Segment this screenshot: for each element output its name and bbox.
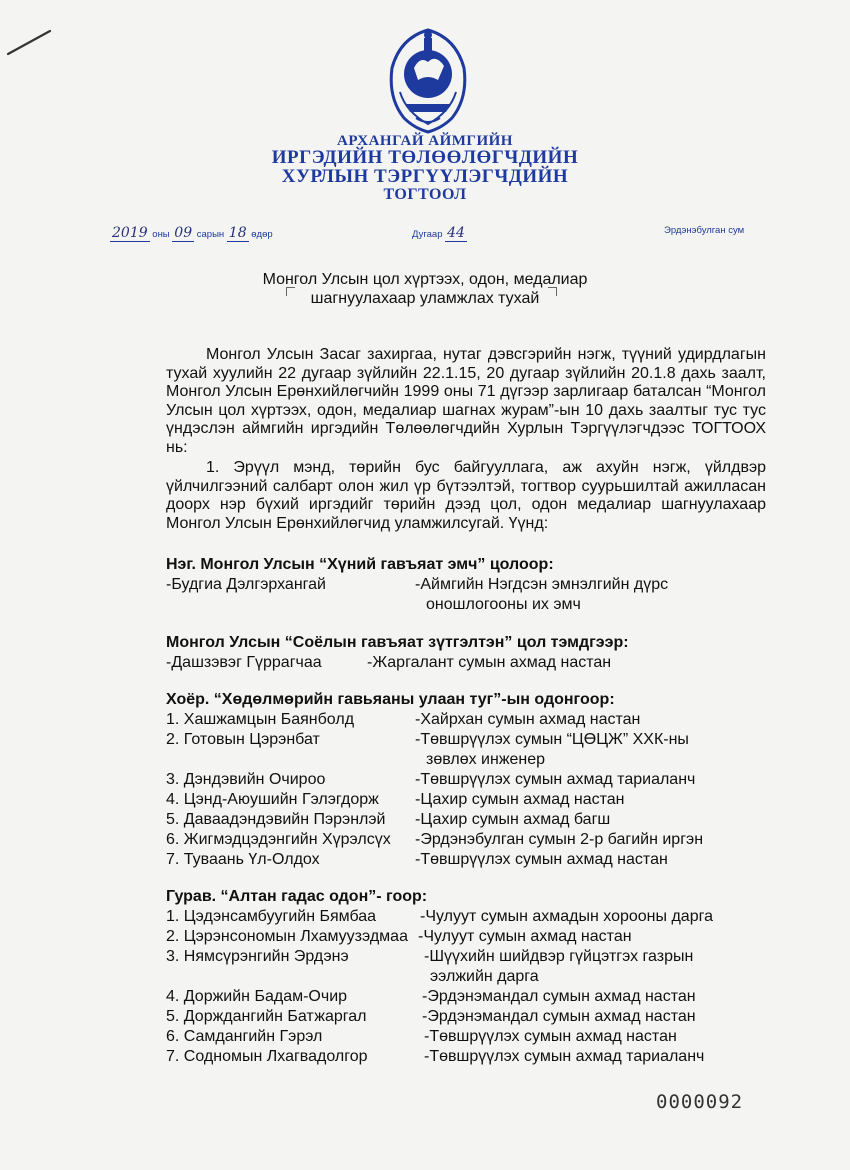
place-field: Эрдэнэбулган сум [664,225,745,236]
title-bracket-right [548,287,557,296]
number-field: Дугаар 44 [412,225,465,241]
list-item-desc: -Аймгийн Нэгдсэн эмнэлгийн дүрс [415,576,669,593]
list-item-desc: -Цахир сумын ахмад багш [415,811,611,828]
list-item-name: 3. Дэндэвийн Очироо [166,771,326,788]
header-line-3: ХУРЛЫН ТЭРГҮҮЛЭГЧДИЙН [281,166,569,187]
list-item-desc: -Төвшрүүлэх сумын “ЦӨЦЖ” ХХК-ны [415,731,689,748]
list-item-desc: -Эрдэнэбулган сумын 2-р багийн иргэн [415,831,704,848]
list-item-name: 7. Содномын Лхагвадолгор [166,1048,368,1065]
list-item-desc: -Эрдэнэмандал сумын ахмад настан [422,988,696,1005]
resolution-title-line-1: Монгол Улсын цол хүртээх, одон, медалиар [262,271,588,288]
list-item-desc: -Чулуут сумын ахмадын хорооны дарга [420,908,713,925]
list-item-name: 4. Цэнд-Аюушийн Гэлэгдорж [166,791,379,808]
list-item-name: 4. Доржийн Бадам-Очир [166,988,348,1005]
state-emblem-icon [386,28,470,136]
list-item-desc: -Цахир сумын ахмад настан [415,791,625,808]
list-item-name: 6. Самдангийн Гэрэл [166,1028,323,1045]
list-item-name: 7. Туваань Үл-Олдох [166,851,320,868]
list-item-name: -Будгиа Дэлгэрхангай [166,576,326,593]
list-item-desc: -Жаргалант сумын ахмад настан [367,654,612,671]
resolution-title-line-2: шагнуулахаар уламжлах тухай [310,290,540,307]
list-item-name: -Дашзэвэг Гүррагчаа [166,654,322,671]
pen-mark-icon [6,28,54,56]
serial-number: 0000092 [656,1091,744,1113]
list-item-name: 1. Цэдэнсамбуугийн Бямбаа [166,908,377,925]
date-year: 2019 [112,225,148,241]
title-bracket-left [286,287,295,296]
section-1b-heading: Монгол Улсын “Соёлын гавъяат зүтгэлтэн” цол тэмдгээр: [166,634,629,651]
list-item-name: 5. Даваадэндэвийн Пэрэнлэй [166,811,386,828]
list-item-desc-cont: ээлжийн дарга [430,968,539,985]
list-item-desc: -Төвшрүүлэх сумын ахмад тариаланч [424,1048,705,1065]
list-item-name: 2. Цэрэнсономын Лхамуузэдмаа [166,928,408,945]
list-item-name: 3. Нямсүрэнгийн Эрдэнэ [166,948,349,965]
list-item-desc: -Чулуут сумын ахмад настан [418,928,632,945]
list-item-desc: -Төвшрүүлэх сумын ахмад настан [424,1028,677,1045]
list-item-name: 1. Хашжамцын Баянболд [166,711,355,728]
clause-1-paragraph: 1. Эрүүл мэнд, төрийн бус байгууллага, аж ахуйн нэгж, үйлдвэр үйлчилгээний салбарт олон жил үр бүтээлтэй, тогтвор суурьшилтай ажилласан доорх нэр бүхий иргэдийг төрийн дээд цол, одон медалиар шагнуулахаар Монгол Улсын Ерөнхийлөгчид уламжилсугай. Үүнд: [166,459,766,532]
list-item-desc: -Хайрхан сумын ахмад настан [415,711,641,728]
list-item-desc: -Эрдэнэмандал сумын ахмад настан [422,1008,696,1025]
list-item-desc: -Төвшрүүлэх сумын ахмад настан [415,851,668,868]
section-1-heading: Нэг. Монгол Улсын “Хүний гавъяат эмч” цолоор: [166,556,554,573]
header-line-1: АРХАНГАЙ АЙМГИЙН [337,133,513,149]
list-item-desc: -Төвшрүүлэх сумын ахмад тариаланч [415,771,696,788]
list-item-desc-cont: оношлогооны их эмч [426,596,581,613]
date-field: 2019 оны 09 сарын 18 өдөр [112,225,273,241]
date-day: 18 [228,225,247,241]
section-3-heading: Гурав. “Алтан гадас одон”- гоор: [166,888,428,905]
header-line-2: ИРГЭДИЙН ТӨЛӨӨЛӨГЧДИЙН [271,147,579,168]
list-item-name: 5. Дорждангийн Батжаргал [166,1008,367,1025]
list-item-desc: -Шүүхийн шийдвэр гүйцэтгэх газрын [424,948,694,965]
resolution-number: 44 [447,225,465,241]
list-item-desc-cont: зөвлөх инженер [426,751,546,768]
section-2-heading: Хоёр. “Хөдөлмөрийн гавьяаны улаан туг”-ын одонгоор: [166,691,615,708]
intro-paragraph: Монгол Улсын Засаг захиргаа, нутаг дэвсгэрийн нэгж, түүний удирдлагын тухай хуулийн 22 дугаар зүйлийн 22.1.15, 20 дугаар зүйлийн 20.1.8 дахь заалт, Монгол Улсын Ерөнхийлөгчийн 1999 оны 71 дүгээр зарлигаар баталсан “Монгол Улсын цол хүртээх, одон, медалиар шагнах журам”-ын 10 дахь заалтыг тус тус үндэслэн аймгийн иргэдийн Төлөөлөгчдийн Хурлын Тэргүүлэгчдээс ТОГТООХ нь: [166,346,766,456]
list-item-name: 6. Жигмэдцэдэнгийн Хүрэлсүх [166,831,391,848]
header-line-4: ТОГТООЛ [383,186,467,203]
date-month: 09 [174,225,193,241]
list-item-name: 2. Готовын Цэрэнбат [166,731,320,748]
